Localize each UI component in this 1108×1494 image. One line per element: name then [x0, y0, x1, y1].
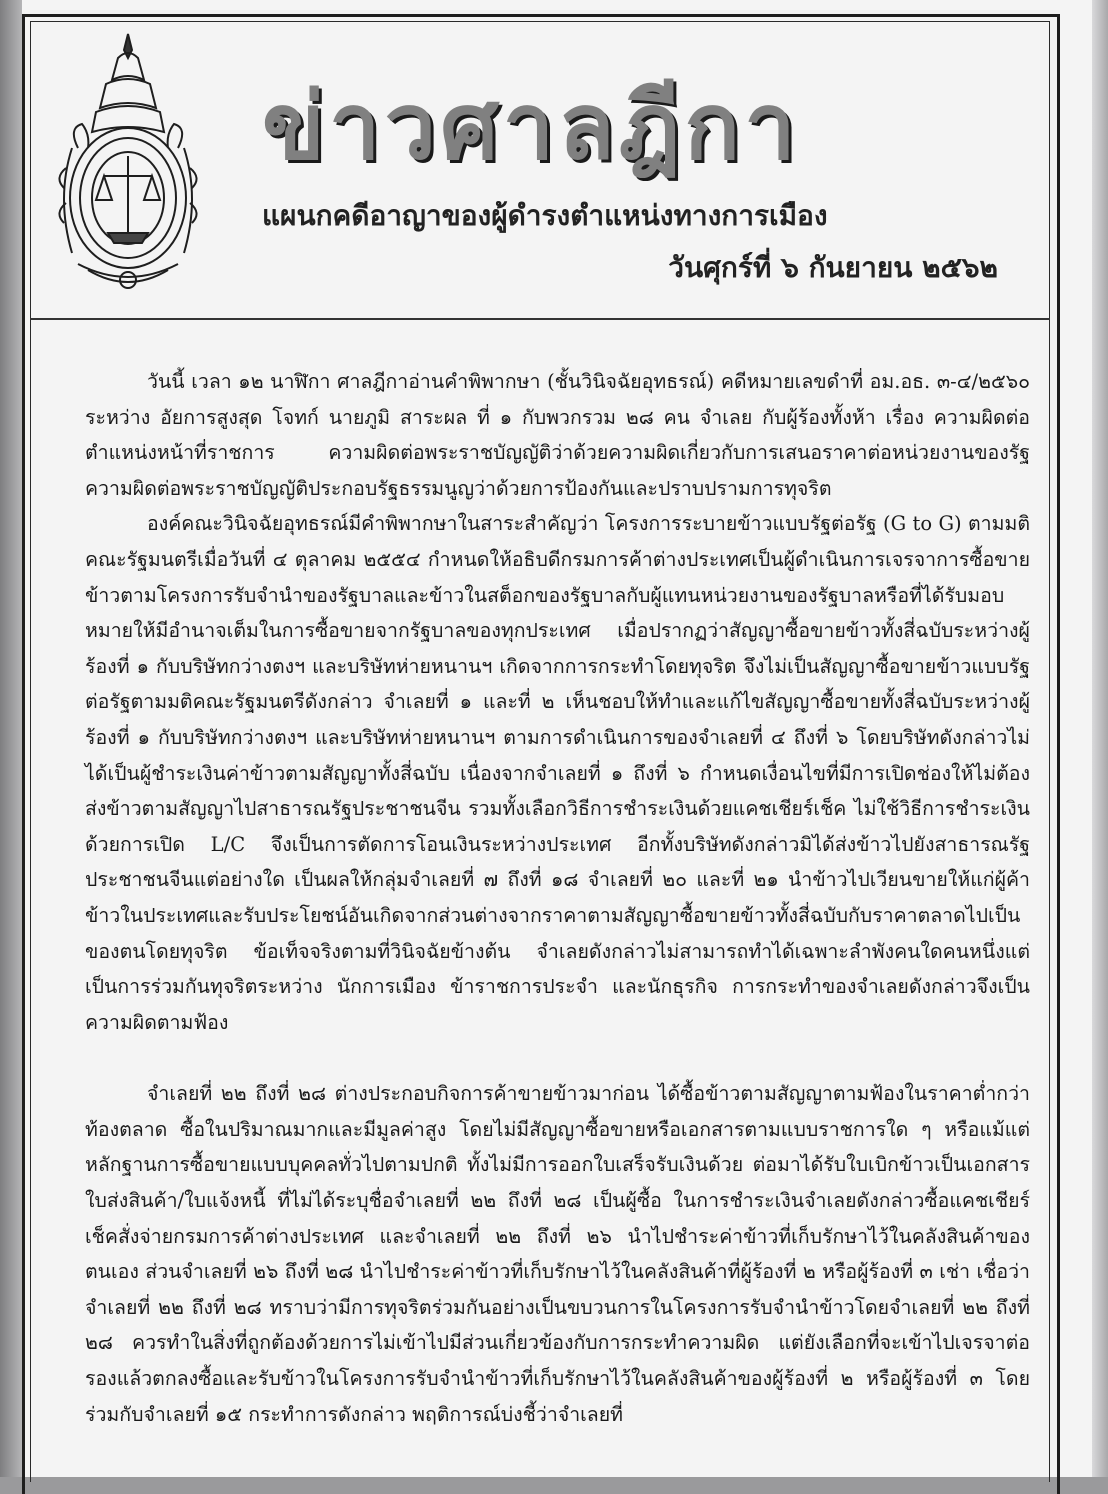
background-right-edge [1092, 0, 1108, 1477]
body-paragraph-3: จำเลยที่ ๒๒ ถึงที่ ๒๘ ต่างประกอบกิจการค้าขายข้าวมาก่อน ได้ซื้อข้าวตามสัญญาตามฟ้องในราคาต่ำกว่าท้องตลาด ซื้อในปริมาณมากและมีมูลค่าสูง โดยไม่มีสัญญาซื้อขายหรือเอกสารตามแบบราชการใด ๆ หรือแม้แต่หลักฐานการซื้อขายแบบบุคคลทั่วไปตามปกติ ทั้งไม่มีการออกใบเสร็จรับเงินด้วย ต่อมาได้รับใบเบิกข้าวเป็นเอกสารใบส่งสินค้า/ใบแจ้งหนี้ ที่ไม่ได้ระบุชื่อจำเลยที่ ๒๒ ถึงที่ ๒๘ เป็นผู้ซื้อ ในการชำระเงินจำเลยดังกล่าวซื้อแคชเชียร์เช็คสั่งจ่ายกรมการค้าต่างประเทศ และจำเลยที่ ๒๒ ถึงที่ ๒๖ นำไปชำระค่าข้าวที่เก็บรักษาไว้ในคลังสินค้าของตนเอง ส่วนจำเลยที่ ๒๖ ถึงที่ ๒๘ นำไปชำระค่าข้าวที่เก็บรักษาไว้ในคลังสินค้าที่ผู้ร้องที่ ๒ หรือผู้ร้องที่ ๓ เช่า เชื่อว่า จำเลยที่ ๒๒ ถึงที่ ๒๘ ทราบว่ามีการทุจริตร่วมกันอย่างเป็นขบวนการในโครงการรับจำนำข้าวโดยจำเลยที่ ๒๒ ถึงที่ ๒๘ ควรทำในสิ่งที่ถูกต้องด้วยการไม่เข้าไปมีส่วนเกี่ยวข้องกับการกระทำความผิด แต่ยังเลือกที่จะเข้าไปเจรจาต่อรองแล้วตกลงซื้อและรับข้าวในโครงการรับจำนำข้าวที่เก็บรักษาไว้ในคลังสินค้าของผู้ร้องที่ ๒ หรือผู้ร้องที่ ๓ โดยร่วมกับจำเลยที่ ๑๕ กระทำการดังกล่าว พฤติการณ์บ่งชี้ว่าจำเลยที่ [85, 1082, 1030, 1426]
masthead-subtitle: แผนกคดีอาญาของผู้ดำรงตำแหน่งทางการเมือง [262, 199, 828, 232]
body-paragraph-1: วันนี้ เวลา ๑๒ นาฬิกา ศาลฎีกาอ่านคำพิพากษา (ชั้นวินิจฉัยอุทธรณ์) คดีหมายเลขดำที่ อม.อธ. ๓-๔/๒๕๖๐ ระหว่าง อัยการสูงสุด โจทก์ นายภูมิ สาระผล ที่ ๑ กับพวกรวม ๒๘ คน จำเลย กับผู้ร้องทั้งห้า เรื่อง ความผิดต่อตำแหน่งหน้าที่ราชการ ความผิดต่อพระราชบัญญัติว่าด้วยความผิดเกี่ยวกับการเสนอราคาต่อหน่วยงานของรัฐ ความผิดต่อพระราชบัญญัติประกอบรัฐธรรมนูญว่าด้วยการป้องกันและปราบปรามการทุจริต [85, 370, 1030, 500]
background-left-shadow [0, 0, 22, 1477]
publication-date: วันศุกร์ที่ ๖ กันยายน ๒๕๖๒ [668, 251, 998, 284]
masthead-title: ข่าวศาลฎีกา [262, 73, 800, 180]
news-body [85, 364, 1030, 1432]
supreme-court-emblem-icon [48, 28, 208, 298]
body-paragraph-2: องค์คณะวินิจฉัยอุทธรณ์มีคำพิพากษาในสาระสำคัญว่า โครงการระบายข้าวแบบรัฐต่อรัฐ (G to G) ตามมติคณะรัฐมนตรีเมื่อวันที่ ๔ ตุลาคม ๒๕๕๔ กำหนดให้อธิบดีกรมการค้าต่างประเทศเป็นผู้ดำเนินการเจรจาการซื้อขายข้าวตามโครงการรับจำนำของรัฐบาลและข้าวในสต็อกของรัฐบาลกับผู้แทนหน่วยงานของรัฐบาลหรือที่ได้รับมอบหมายให้มีอำนาจเต็มในการซื้อขายจากรัฐบาลของทุกประเทศ เมื่อปรากฏว่าสัญญาซื้อขายข้าวทั้งสี่ฉบับระหว่างผู้ร้องที่ ๑ กับบริษัทกว่างตงฯ และบริษัทห่ายหนานฯ เกิดจากการกระทำโดยทุจริต จึงไม่เป็นสัญญาซื้อขายข้าวแบบรัฐต่อรัฐตามมติคณะรัฐมนตรีดังกล่าว จำเลยที่ ๑ และที่ ๒ เห็นชอบให้ทำและแก้ไขสัญญาซื้อขายทั้งสี่ฉบับระหว่างผู้ร้องที่ ๑ กับบริษัทกว่างตงฯ และบริษัทห่ายหนานฯ ตามการดำเนินการของจำเลยที่ ๔ ถึงที่ ๖ โดยบริษัทดังกล่าวไม่ได้เป็นผู้ชำระเงินค่าข้าวตามสัญญาทั้งสี่ฉบับ เนื่องจากจำเลยที่ ๑ ถึงที่ ๖ กำหนดเงื่อนไขที่มีการเปิดช่องให้ไม่ต้องส่งข้าวตามสัญญาไปสาธารณรัฐประชาชนจีน รวมทั้งเลือกวิธีการชำระเงินด้วยแคชเชียร์เช็ค ไม่ใช้วิธีการชำระเงินด้วยการเปิด L/C จึงเป็นการตัดการโอนเงินระหว่างประเทศ อีกทั้งบริษัทดังกล่าวมิได้ส่งข้าวไปยังสาธารณรัฐประชาชนจีนแต่อย่างใด เป็นผลให้กลุ่มจำเลยที่ ๗ ถึงที่ ๑๘ จำเลยที่ ๒๐ และที่ ๒๑ นำข้าวไปเวียนขายให้แก่ผู้ค้าข้าวในประเทศและรับประโยชน์อันเกิดจากส่วนต่างจากราคาตามสัญญาซื้อขายข้าวทั้งสี่ฉบับกับราคาตลาดไปเป็นของตนโดยทุจริต ข้อเท็จจริงตามที่วินิจฉัยข้างต้น จำเลยดังกล่าวไม่สามารถทำได้เฉพาะลำพังคนใดคนหนึ่งแต่เป็นการร่วมกันทุจริตระหว่าง นักการเมือง ข้าราชการประจำ และนักธุรกิจ การกระทำของจำเลยดังกล่าวจึงเป็นความผิดตามฟ้อง [85, 512, 1030, 1034]
header-divider [30, 318, 1050, 320]
